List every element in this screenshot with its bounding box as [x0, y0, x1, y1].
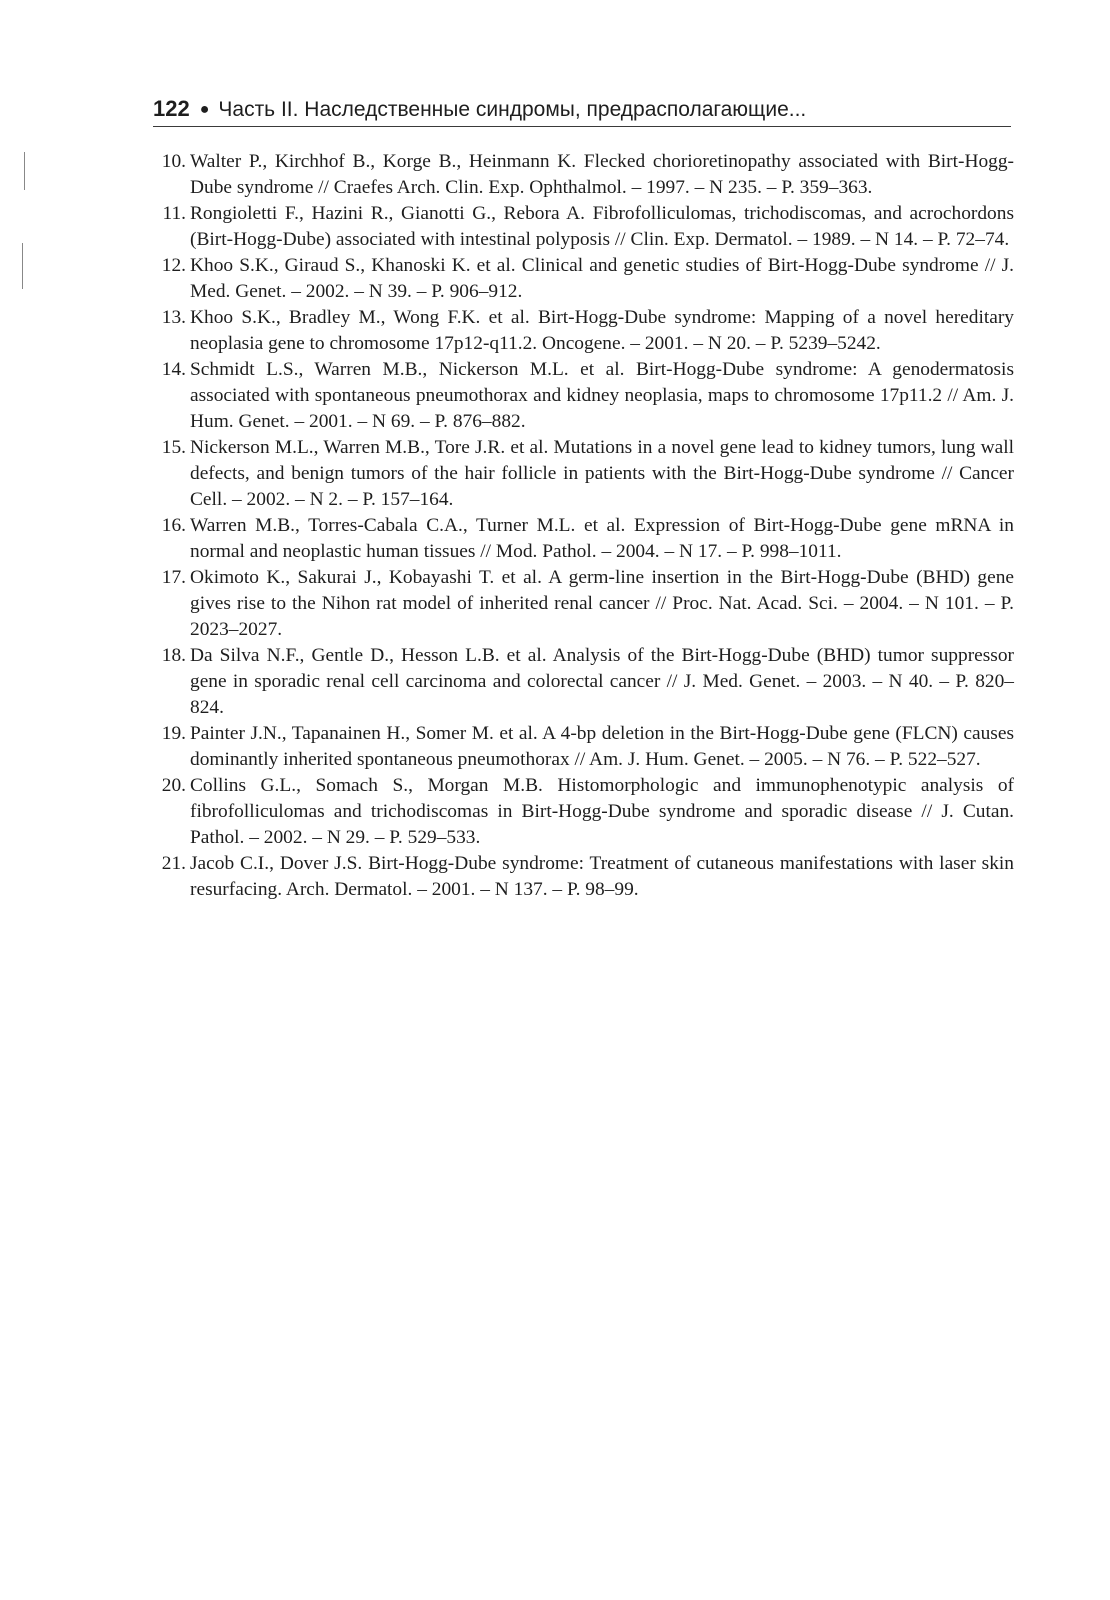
reference-number: 20. [161, 775, 186, 796]
running-header [153, 92, 1011, 127]
reference-text: Walter P., Kirchhof B., Korge B., Heinmann K. Flecked chorioretinopathy associated with Birt-Hogg-Dube syndrome // Craefes Arch. Clin. Exp. Ophthalmol. – 1997. – N 235. – P. 359–363. [190, 151, 1014, 198]
reference-number: 21. [161, 853, 186, 874]
scan-margin-mark [24, 152, 25, 190]
reference-item [150, 721, 1014, 773]
reference-text: Rongioletti F., Hazini R., Gianotti G., Rebora A. Fibrofolliculomas, trichodiscomas, and acrochordons (Birt-Hogg-Dube) associated with intestinal polyposis // Clin. Exp. Dermatol. – 1989. – N 14. – P. 72–74. [190, 203, 1014, 250]
reference-number: 11. [162, 203, 186, 224]
reference-number: 18. [161, 645, 186, 666]
reference-number: 12. [161, 255, 186, 276]
page-number: 122 [153, 96, 190, 121]
reference-text: Khoo S.K., Giraud S., Khanoski K. et al. Clinical and genetic studies of Birt-Hogg-Dube syndrome // J. Med. Genet. – 2002. – N 39. – P. 906–912. [190, 255, 1014, 302]
reference-number: 17. [161, 567, 186, 588]
reference-item [150, 357, 1014, 435]
reference-text: Nickerson M.L., Warren M.B., Tore J.R. et al. Mutations in a novel gene lead to kidney tumors, lung wall defects, and benign tumors of the hair follicle in patients with the Birt-Hogg-Dube syndrome // Cancer Cell. – 2002. – N 2. – P. 157–164. [190, 437, 1014, 510]
reference-text: Schmidt L.S., Warren M.B., Nickerson M.L. et al. Birt-Hogg-Dube syndrome: A genodermatosis associated with spontaneous pneumothorax and kidney neoplasia, maps to chromosome 17p11.2 // Am. J. Hum. Genet. – 2001. – N 69. – P. 876–882. [190, 359, 1014, 432]
reference-text: Da Silva N.F., Gentle D., Hesson L.B. et al. Analysis of the Birt-Hogg-Dube (BHD) tumor suppressor gene in sporadic renal cell carcinoma and colorectal cancer // J. Med. Genet. – 2003. – N 40. – P. 820–824. [190, 645, 1014, 718]
reference-item [150, 149, 1014, 201]
bullet-icon: ● [199, 101, 210, 118]
reference-text: Jacob C.I., Dover J.S. Birt-Hogg-Dube syndrome: Treatment of cutaneous manifestations with laser skin resurfacing. Arch. Dermatol. – 2001. – N 137. – P. 98–99. [190, 853, 1014, 900]
reference-number: 14. [161, 359, 186, 380]
reference-item [150, 253, 1014, 305]
reference-number: 13. [161, 307, 186, 328]
reference-text: Okimoto K., Sakurai J., Kobayashi T. et al. A germ-line insertion in the Birt-Hogg-Dube (BHD) gene gives rise to the Nihon rat model of inherited renal cancer // Proc. Nat. Acad. Sci. – 2004. – N 101. – P. 2023–2027. [190, 567, 1014, 640]
reference-number: 15. [161, 437, 186, 458]
reference-item [150, 773, 1014, 851]
reference-list [150, 149, 1014, 903]
reference-item [150, 435, 1014, 513]
reference-number: 19. [161, 723, 186, 744]
reference-item [150, 565, 1014, 643]
reference-item [150, 643, 1014, 721]
reference-number: 16. [161, 515, 186, 536]
reference-text: Painter J.N., Tapanainen H., Somer M. et al. A 4-bp deletion in the Birt-Hogg-Dube gene (FLCN) causes dominantly inherited spontaneous pneumothorax // Am. J. Hum. Genet. – 2005. – N 76. – P. 522–527. [190, 723, 1014, 770]
reference-text: Warren M.B., Torres-Cabala C.A., Turner M.L. et al. Expression of Birt-Hogg-Dube gene mRNA in normal and neoplastic human tissues // Mod. Pathol. – 2004. – N 17. – P. 998–1011. [190, 515, 1014, 562]
reference-item [150, 305, 1014, 357]
reference-number: 10. [161, 151, 186, 172]
running-header-title: Часть II. Наследственные синдромы, предрасполагающие... [218, 98, 807, 121]
scan-margin-mark [22, 243, 23, 289]
reference-item [150, 851, 1014, 903]
reference-item [150, 513, 1014, 565]
reference-text: Khoo S.K., Bradley M., Wong F.K. et al. Birt-Hogg-Dube syndrome: Mapping of a novel hereditary neoplasia gene to chromosome 17p12-q11.2. Oncogene. – 2001. – N 20. – P. 5239–5242. [190, 307, 1014, 354]
reference-text: Collins G.L., Somach S., Morgan M.B. Histomorphologic and immunophenotypic analysis of fibrofolliculomas and trichodiscomas in Birt-Hogg-Dube syndrome and sporadic disease // J. Cutan. Pathol. – 2002. – N 29. – P. 529–533. [190, 775, 1014, 848]
reference-item [150, 201, 1014, 253]
